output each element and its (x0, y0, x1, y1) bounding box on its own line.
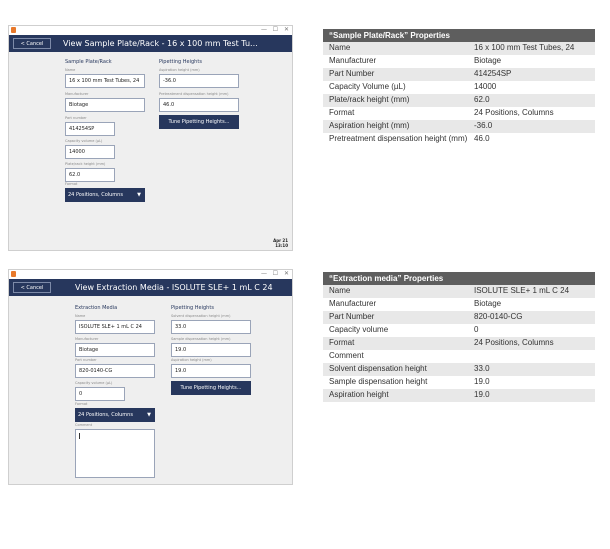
maximize-icon[interactable]: ☐ (272, 270, 278, 277)
table-row (323, 311, 595, 324)
window-titlebar (9, 270, 292, 279)
property-value: ISOLUTE SLE+ 1 mL C 24 (468, 285, 595, 298)
tune-pipetting-heights-button[interactable]: Tune Pipetting Heights... (171, 381, 251, 395)
part-number-field[interactable]: 414254SP (65, 122, 115, 136)
table-row (323, 350, 595, 363)
property-name: Solvent dispensation height (323, 363, 468, 376)
page-title: View Sample Plate/Rack - 16 x 100 mm Test Tu... (63, 39, 258, 48)
cancel-button[interactable]: < Cancel (13, 38, 51, 49)
format-select-value: 24 Positions, Columns (68, 192, 123, 198)
property-name: Name (323, 285, 468, 298)
minimize-icon[interactable]: — (261, 26, 267, 33)
pretreatment-field[interactable]: 46.0 (159, 98, 239, 112)
part-number-label: Part number (65, 116, 87, 120)
property-name: Capacity Volume (µL) (323, 81, 468, 94)
table-row (323, 389, 595, 402)
window-titlebar (9, 26, 292, 35)
table-row (323, 94, 595, 107)
property-value: 16 x 100 mm Test Tubes, 24 (468, 42, 595, 55)
property-value: 24 Positions, Columns (468, 107, 595, 120)
property-value: 19.0 (468, 376, 595, 389)
table-row (323, 285, 595, 298)
format-select[interactable] (75, 408, 155, 422)
property-name: Name (323, 42, 468, 55)
aspiration-label: Aspiration height (mm) (171, 358, 212, 362)
property-name: Sample dispensation height (323, 376, 468, 389)
table-row (323, 68, 595, 81)
property-value (468, 350, 595, 363)
property-value: 414254SP (468, 68, 595, 81)
capacity-label: Capacity volume (µL) (65, 139, 103, 143)
property-value: 820-0140-CG (468, 311, 595, 324)
aspiration-field[interactable]: 19.0 (171, 364, 251, 378)
name-label: Name (75, 314, 86, 318)
extraction-media-properties-table (323, 272, 595, 402)
close-icon[interactable]: ✕ (283, 270, 289, 277)
property-name: Pretreatment dispensation height (mm) (323, 133, 468, 146)
property-value: 62.0 (468, 94, 595, 107)
close-icon[interactable]: ✕ (283, 26, 289, 33)
property-value: 24 Positions, Columns (468, 337, 595, 350)
aspiration-field[interactable]: -36.0 (159, 74, 239, 88)
table-row (323, 324, 595, 337)
property-name: Aspiration height (323, 389, 468, 402)
minimize-icon[interactable]: — (261, 270, 267, 277)
property-name: Plate/rack height (mm) (323, 94, 468, 107)
name-field[interactable]: ISOLUTE SLE+ 1 mL C 24 (75, 320, 155, 334)
solvent-field[interactable]: 33.0 (171, 320, 251, 334)
property-name: Manufacturer (323, 55, 468, 68)
app-header (9, 279, 292, 296)
pretreatment-label: Pretreatment dispensation height (mm) (159, 92, 229, 96)
table-row (323, 133, 595, 146)
clock-date: Apr 21 (273, 238, 288, 243)
chevron-down-icon: ▼ (137, 192, 141, 198)
property-value: 46.0 (468, 133, 595, 146)
sample-field[interactable]: 19.0 (171, 343, 251, 357)
app-logo-icon (11, 27, 16, 33)
section-title-pipetting-heights: Pipetting Heights (159, 59, 202, 65)
manufacturer-label: Manufacturer (65, 92, 89, 96)
format-select[interactable] (65, 188, 145, 202)
table-header-row (323, 272, 595, 285)
property-name: Format (323, 337, 468, 350)
section-title-extraction-media: Extraction Media (75, 305, 118, 311)
sample-rack-window (8, 25, 293, 251)
property-name: Manufacturer (323, 298, 468, 311)
property-name: Part Number (323, 311, 468, 324)
app-header (9, 35, 292, 52)
part-number-label: Part number (75, 358, 97, 362)
property-value: 19.0 (468, 389, 595, 402)
chevron-down-icon: ▼ (147, 412, 151, 418)
comment-field[interactable] (75, 429, 155, 478)
table-row (323, 120, 595, 133)
property-name: Part Number (323, 68, 468, 81)
name-field[interactable]: 16 x 100 mm Test Tubes, 24 (65, 74, 145, 88)
table-row (323, 107, 595, 120)
manufacturer-label: Manufacturer (75, 337, 99, 341)
property-value: 33.0 (468, 363, 595, 376)
format-label: Format (65, 182, 78, 186)
property-name: Comment (323, 350, 468, 363)
manufacturer-field[interactable]: Biotage (65, 98, 145, 112)
system-clock (273, 238, 288, 248)
table-heading: “Extraction media” Properties (323, 272, 595, 285)
property-value: Biotage (468, 55, 595, 68)
capacity-field[interactable]: 14000 (65, 145, 115, 159)
part-number-field[interactable]: 820-0140-CG (75, 364, 155, 378)
maximize-icon[interactable]: ☐ (272, 26, 278, 33)
comment-label: Comment (75, 423, 93, 427)
text-cursor (79, 433, 80, 439)
rack-height-label: Plate/rack height (mm) (65, 162, 106, 166)
table-row (323, 42, 595, 55)
table-header-row (323, 29, 595, 42)
table-row (323, 337, 595, 350)
capacity-field[interactable]: 0 (75, 387, 125, 401)
page-title: View Extraction Media - ISOLUTE SLE+ 1 mL C 24 (75, 283, 273, 292)
property-name: Aspiration height (mm) (323, 120, 468, 133)
manufacturer-field[interactable]: Biotage (75, 343, 155, 357)
table-row (323, 363, 595, 376)
sample-rack-properties-table (323, 29, 595, 146)
capacity-label: Capacity volume (µL) (75, 381, 113, 385)
format-label: Format (75, 402, 88, 406)
sample-label: Sample dispensation height (mm) (171, 337, 231, 341)
table-row (323, 298, 595, 311)
extraction-media-window (8, 269, 293, 485)
property-value: 0 (468, 324, 595, 337)
aspiration-label: Aspiration height (mm) (159, 68, 200, 72)
property-name: Format (323, 107, 468, 120)
property-name: Capacity volume (323, 324, 468, 337)
property-value: -36.0 (468, 120, 595, 133)
section-title-sample-rack: Sample Plate/Rack (65, 59, 112, 65)
property-value: 14000 (468, 81, 595, 94)
name-label: Name (65, 68, 76, 72)
solvent-label: Solvent dispensation height (mm) (171, 314, 231, 318)
format-select-value: 24 Positions, Columns (78, 412, 133, 418)
clock-time: 13:10 (275, 243, 288, 248)
app-logo-icon (11, 271, 16, 277)
property-value: Biotage (468, 298, 595, 311)
rack-height-field[interactable]: 62.0 (65, 168, 115, 182)
section-title-pipetting-heights: Pipetting Heights (171, 305, 214, 311)
table-heading: “Sample Plate/Rack” Properties (323, 29, 595, 42)
cancel-button[interactable]: < Cancel (13, 282, 51, 293)
table-row (323, 55, 595, 68)
tune-pipetting-heights-button[interactable]: Tune Pipetting Heights... (159, 115, 239, 129)
table-row (323, 81, 595, 94)
table-row (323, 376, 595, 389)
